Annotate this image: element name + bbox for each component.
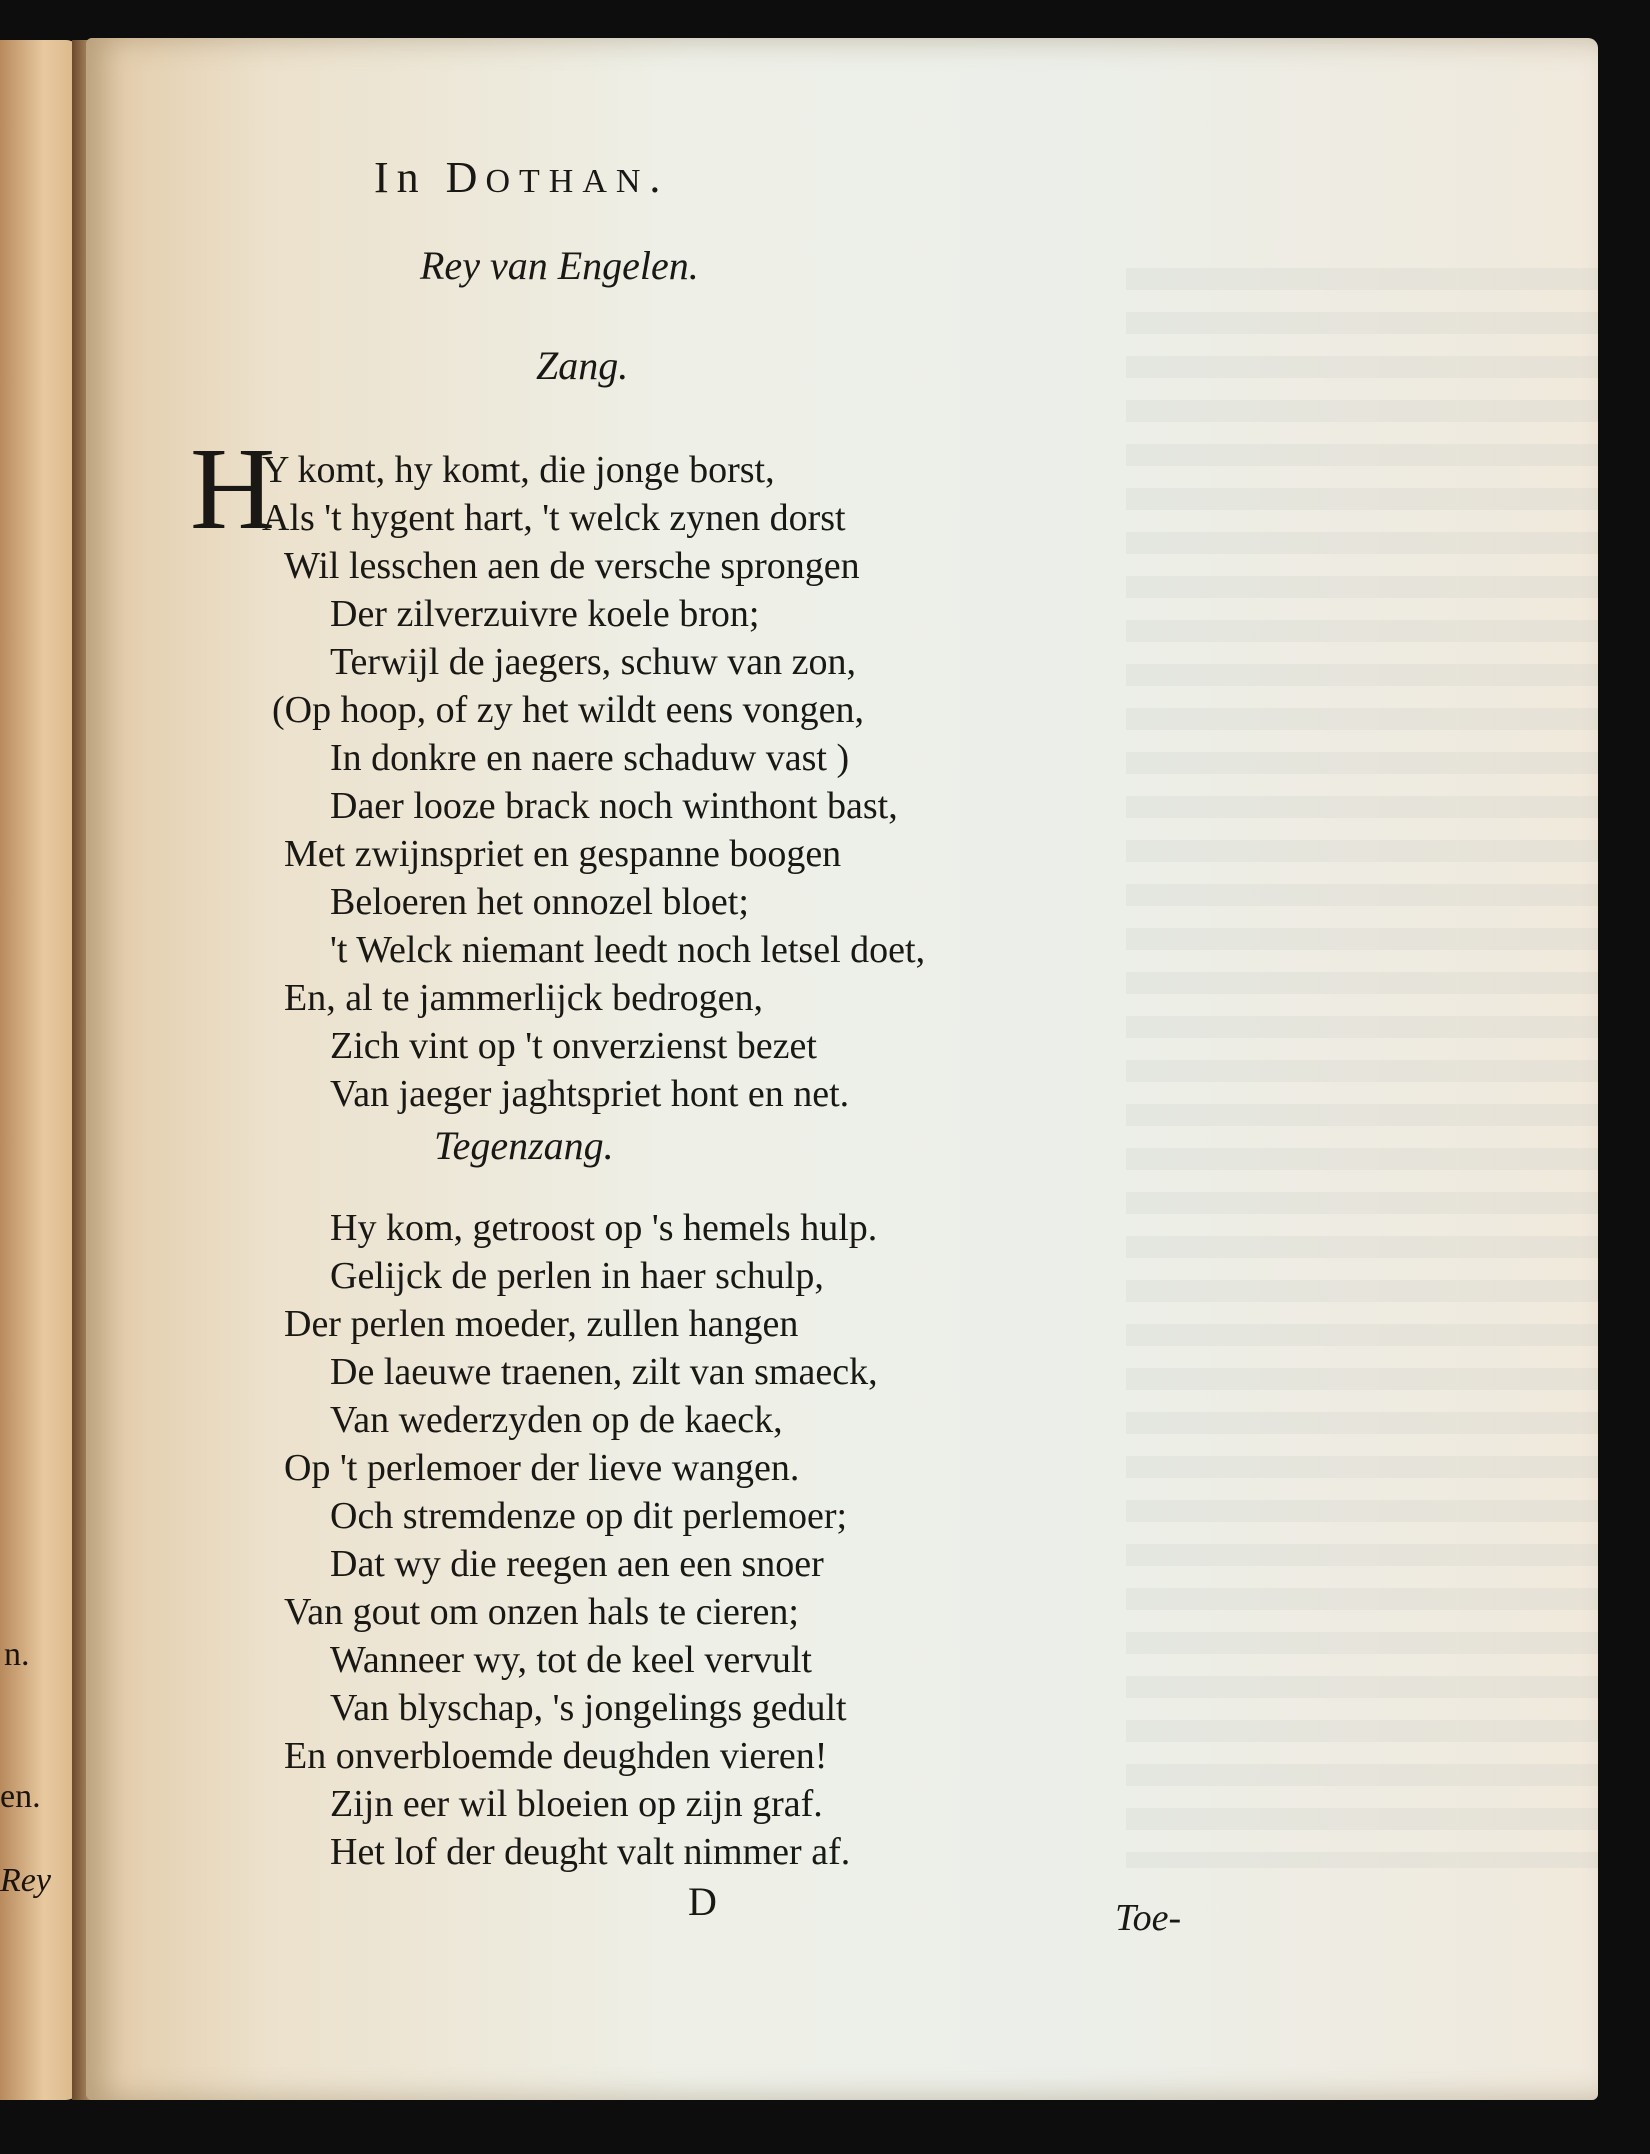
verse-line: Van gout om onzen hals te cieren; [284, 1591, 799, 1633]
section-title-tegenzang: Tegenzang. [434, 1123, 614, 1168]
verse-line: Als 't hygent hart, 't welck zynen dorst [262, 497, 846, 539]
verse-line: Zijn eer wil bloeien op zijn graf. [330, 1783, 823, 1825]
verse-line: Terwijl de jaegers, schuw van zon, [330, 641, 856, 683]
header-initial: In D [374, 153, 486, 202]
catchword: Toe- [1115, 1897, 1182, 1939]
verse-line: Y komt, hy komt, die jonge borst, [262, 449, 775, 491]
facing-page [0, 40, 80, 2100]
verse-line: Met zwijnspriet en gespanne boogen [284, 833, 842, 875]
book-page [86, 38, 1598, 2100]
verse-line: Zich vint op 't onverzienst bezet [330, 1025, 817, 1067]
verse-line: Op 't perlemoer der lieve wangen. [284, 1447, 800, 1489]
section-title-zang: Zang. [536, 343, 629, 388]
verse-line: Hy kom, getroost op 's hemels hulp. [330, 1207, 878, 1249]
header-dot: . [649, 153, 669, 202]
verse-line: Daer looze brack noch winthont bast, [330, 785, 898, 827]
verse-line: Van jaeger jaghtspriet hont en net. [330, 1073, 850, 1115]
verse-line: Och stremdenze op dit perlemoer; [330, 1495, 848, 1537]
facing-page-fragment: en. [0, 1778, 41, 1815]
verse-line: Van blyschap, 's jongelings gedult [330, 1687, 847, 1729]
signature-mark: D [688, 1879, 717, 1924]
verse-line: Der zilverzuivre koele bron; [330, 593, 760, 635]
verse-line: (Op hoop, of zy het wildt eens vongen, [272, 689, 865, 731]
verse-line: De laeuwe traenen, zilt van smaeck, [330, 1351, 878, 1393]
verse-line: Der perlen moeder, zullen hangen [284, 1303, 799, 1345]
running-header [374, 152, 668, 203]
verse-line: Gelijck de perlen in haer schulp, [330, 1255, 824, 1297]
drop-capital: H [190, 423, 276, 554]
facing-page-fragment: Rey [0, 1862, 51, 1899]
verse-line: Beloeren het onnozel bloet; [330, 881, 749, 923]
verse-line: En, al te jammerlijck bedrogen, [284, 977, 764, 1019]
verse-line: Wil lesschen aen de versche sprongen [284, 545, 860, 587]
verse-line: Het lof der deught valt nimmer af. [330, 1831, 851, 1873]
verse-line: In donkre en naere schaduw vast ) [330, 737, 850, 779]
verse-line: Dat wy die reegen aen een snoer [330, 1543, 824, 1585]
verse-line: Van wederzyden op de kaeck, [330, 1399, 783, 1441]
chorus-title: Rey van Engelen. [420, 243, 699, 288]
verse-line: Wanneer wy, tot de keel vervult [330, 1639, 812, 1681]
verse-line: En onverbloemde deughden vieren! [284, 1735, 828, 1777]
show-through-shadow [1126, 268, 1598, 1868]
header-rest: OTHAN [485, 163, 650, 200]
facing-page-fragment: n. [4, 1636, 30, 1673]
verse-line: 't Welck niemant leedt noch letsel doet, [330, 929, 926, 971]
